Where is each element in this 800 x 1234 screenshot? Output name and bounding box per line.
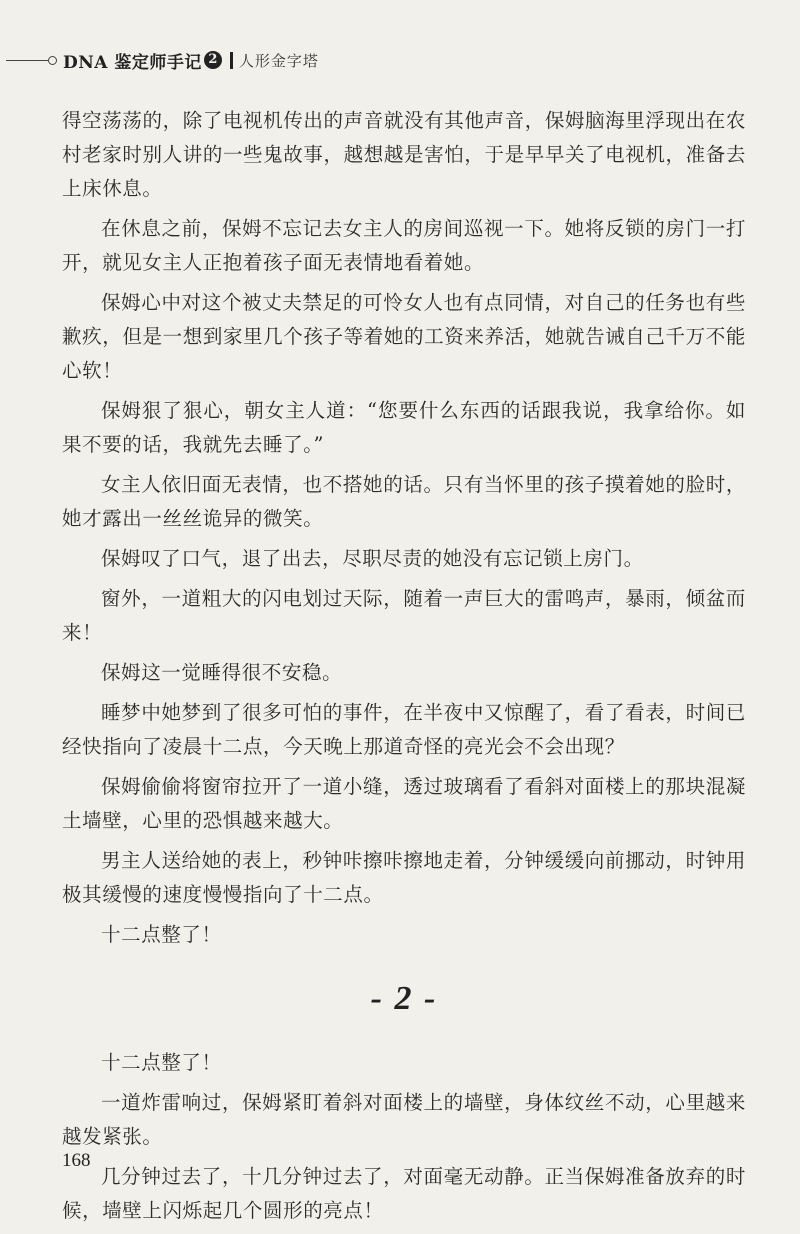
paragraph: 保姆偷偷将窗帘拉开了一道小缝，透过玻璃看了看斜对面楼上的那块混凝土墙壁，心里的恐惧越来越大。 [62, 775, 746, 832]
paragraph: 一道炸雷响过，保姆紧盯着斜对面楼上的墙壁，身体纹丝不动，心里越来越发紧张。 [62, 1091, 746, 1148]
paragraph: 男主人送给她的表上，秒钟咔擦咔擦地走着，分钟缓缓向前挪动，时钟用极其缓慢的速度慢慢指向了十二点。 [62, 849, 746, 906]
header-circle-ornament [48, 56, 57, 65]
volume-badge: 2 [204, 51, 222, 69]
paragraph: 保姆这一觉睡得很不安稳。 [101, 661, 343, 684]
header-separator [230, 52, 233, 69]
paragraph: 保姆狠了狠心，朝女主人道：“您要什么东西的话跟我说，我拿给你。如果不要的话，我就先去睡了。” [62, 399, 746, 456]
page-number: 168 [62, 1150, 91, 1171]
paragraph: 在休息之前，保姆不忘记去女主人的房间巡视一下。她将反锁的房门一打开，就见女主人正抱着孩子面无表情地看着她。 [62, 217, 746, 274]
paragraph: 睡梦中她梦到了很多可怕的事件，在半夜中又惊醒了，看了看表，时间已经快指向了凌晨十二点，今天晚上那道奇怪的亮光会不会出现？ [62, 701, 746, 758]
paragraph: 十二点整了！ [101, 1051, 222, 1074]
body-text [62, 104, 746, 1234]
header-rule [6, 60, 48, 61]
running-header [6, 40, 319, 80]
paragraph: 保姆心中对这个被丈夫禁足的可怜女人也有点同情，对自己的任务也有些歉疚，但是一想到家里几个孩子等着她的工资来养活，她就告诫自己千万不能心软！ [62, 291, 746, 382]
book-subtitle: 人形金字塔 [238, 51, 319, 70]
paragraph: 十二点整了！ [101, 923, 222, 946]
paragraph: 窗外，一道粗大的闪电划过天际，随着一声巨大的雷鸣声，暴雨，倾盆而来！ [62, 587, 746, 644]
paragraph: 几分钟过去了，十几分钟过去了，对面毫无动静。正当保姆准备放弃的时候，墙壁上闪烁起几个圆形的亮点！ [62, 1165, 746, 1222]
paragraph: 保姆叹了口气，退了出去，尽职尽责的她没有忘记锁上房门。 [101, 547, 644, 570]
paragraph: 得空荡荡的，除了电视机传出的声音就没有其他声音，保姆脑海里浮现出在农村老家时别人讲的一些鬼故事，越想越是害怕，于是早早关了电视机，准备去上床休息。 [62, 109, 746, 200]
section-number: - 2 - [370, 980, 438, 1017]
paragraph: 女主人依旧面无表情，也不搭她的话。只有当怀里的孩子摸着她的脸时，她才露出一丝丝诡异的微笑。 [62, 473, 746, 530]
book-title: DNA 鉴定师手记 [63, 52, 202, 73]
